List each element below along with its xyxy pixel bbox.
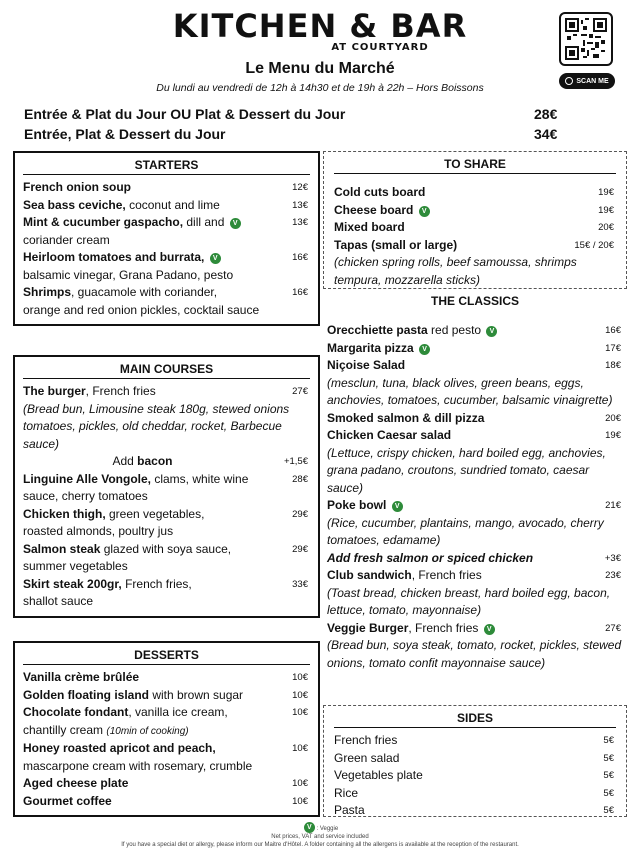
item-description: (Bread bun, soya steak, tomato, rocket, pickles, stewed onions, tomato confit mayonnaise sauce) <box>327 638 622 670</box>
menu-item: Veggie Burger, French fries V 27€ <box>327 620 621 635</box>
menu-item: Aged cheese plate 10€ <box>23 776 308 790</box>
starters-section <box>13 151 320 326</box>
brand-logo <box>0 7 640 54</box>
scan-me-label: SCAN ME <box>576 77 609 85</box>
veggie-icon: V <box>486 326 497 337</box>
menu-item: Skirt steak 200gr, French fries, 33€ shallot sauce <box>23 576 308 608</box>
menu-item: Linguine Alle Vongole, clams, white wine 28€ sauce, cherry tomatoes <box>23 471 308 503</box>
brand-name: KITCHEN & BAR <box>172 7 468 45</box>
menu-addon: Add fresh salmon or spiced chicken +3€ <box>327 550 621 565</box>
to-share-title: TO SHARE <box>334 157 616 174</box>
price-note: Net prices, VAT and service included <box>271 834 369 840</box>
item-description: (Rice, cucumber, plantains, mango, avocado, cherry tomatoes, edamame) <box>327 515 604 547</box>
menu-item: Rice 5€ <box>334 785 614 800</box>
menu-item: Chocolate fondant, vanilla ice cream, 10€ chantilly cream (10min of cooking) <box>23 705 308 737</box>
item-description: (Toast bread, chicken breast, hard boiled egg, bacon, lettuce, tomato, mayonnaise) <box>327 585 611 617</box>
cooking-note: (10min of cooking) <box>106 725 189 737</box>
menu-item: Cheese board V 19€ <box>334 202 614 217</box>
menu-item: Vegetables plate 5€ <box>334 768 614 782</box>
veggie-icon: V <box>304 822 315 833</box>
menu-item: Heirloom tomatoes and burrata, V 16€ balsamic vinegar, Grana Padano, pesto <box>23 250 308 282</box>
item-description: (Bread bun, Limousine steak 180g, stewed onions tomatoes, pickles, old cheddar, rocket, Barbecue sauce) <box>23 401 290 451</box>
menu-item: French onion soup 12€ <box>23 180 308 194</box>
menu-item: Club sandwich, French fries 23€ <box>327 568 621 582</box>
menu-addon: Add bacon +1,5€ <box>112 454 308 468</box>
desserts-section <box>13 641 320 817</box>
menu-item: Cold cuts board 19€ <box>334 185 614 199</box>
veggie-icon: V <box>419 206 430 217</box>
item-description: (mesclun, tuna, black olives, green beans, eggs, anchovies, tomatoes, cucumber, balsamic vinaigrette) <box>327 375 613 407</box>
formula-price: 34€ <box>534 126 558 142</box>
menu-item: Poke bowl V 21€ <box>327 498 621 512</box>
menu-item: Orecchiette pasta red pesto V 16€ <box>327 323 621 337</box>
main-courses-title: MAIN COURSES <box>23 362 310 379</box>
formula-label: Entrée, Plat & Dessert du Jour <box>24 126 226 142</box>
allergy-note: If you have a special diet or allergy, please inform our Maitre d'Hôtel. A folder containing all the allergens is available at the reception of the restaurant. <box>121 842 519 848</box>
brand-subtitle: AT COURTYARD <box>331 42 429 53</box>
menu-item: Margarita pizza V 17€ <box>327 340 621 355</box>
formula-price: 28€ <box>534 106 558 122</box>
menu-item: Mint & cucumber gaspacho, dill and V 13€ coriander cream <box>23 215 308 247</box>
menu-item: The burger, French fries 27€ <box>23 384 308 398</box>
to-share-section <box>323 151 627 289</box>
menu-item: Salmon steak glazed with soya sauce, 29€ summer vegetables <box>23 541 308 573</box>
classics-section <box>327 294 623 672</box>
menu-hours: Du lundi au vendredi de 12h à 14h30 et de 19h à 22h – Hors Boissons <box>156 82 484 94</box>
menu-item: French fries 5€ <box>334 733 614 747</box>
menu-item: Niçoise Salad 18€ <box>327 358 621 372</box>
menu-item: Mixed board 20€ <box>334 220 614 234</box>
menu-item: Pasta 5€ <box>334 803 614 817</box>
menu-title: Le Menu du Marché <box>245 60 395 77</box>
menu-item: Sea bass ceviche, coconut and lime 13€ <box>23 197 308 212</box>
veggie-icon: V <box>210 253 221 264</box>
menu-item: Green salad 5€ <box>334 750 614 765</box>
menu-item: Honey roasted apricot and peach, 10€ mascarpone cream with rosemary, crumble <box>23 741 308 773</box>
menu-item: Golden floating island with brown sugar 10€ <box>23 687 308 702</box>
formula-row <box>24 126 564 142</box>
menu-item: Smoked salmon & dill pizza 20€ <box>327 410 621 425</box>
veggie-icon: V <box>419 344 430 355</box>
veggie-icon: V <box>484 624 495 635</box>
classics-title: THE CLASSICS <box>430 294 519 308</box>
menu-item: Shrimps, guacamole with coriander, 16€ orange and red onion pickles, cocktail sauce <box>23 285 308 317</box>
formula-row <box>24 106 564 122</box>
menu-item: Gourmet coffee 10€ <box>23 793 308 808</box>
menu-item: Vanilla crème brûlée 10€ <box>23 670 308 684</box>
veggie-legend <box>0 822 640 833</box>
menu-item: Tapas (small or large) 15€ / 20€ <box>334 237 614 252</box>
menu-item: Chicken Caesar salad 19€ <box>327 428 621 442</box>
veggie-icon: V <box>230 218 241 229</box>
item-description: (chicken spring rolls, beef samoussa, shrimps tempura, mozzarella sticks) <box>334 255 577 287</box>
sides-title: SIDES <box>334 711 616 728</box>
veggie-icon: V <box>392 501 403 512</box>
desserts-title: DESSERTS <box>23 648 310 665</box>
main-courses-section <box>13 355 320 618</box>
formula-label: Entrée & Plat du Jour OU Plat & Dessert du Jour <box>24 106 346 122</box>
menu-item: Chicken thigh, green vegetables, 29€ roasted almonds, poultry jus <box>23 506 308 538</box>
veggie-legend-label: : Veggie <box>316 826 339 832</box>
starters-title: STARTERS <box>23 158 310 175</box>
qr-code-icon[interactable] <box>559 12 613 66</box>
sides-section <box>323 705 627 817</box>
item-description: (Lettuce, crispy chicken, hard boiled egg, anchovies, grana padano, croutons, sundried tomato, caesar sauce) <box>327 445 606 495</box>
